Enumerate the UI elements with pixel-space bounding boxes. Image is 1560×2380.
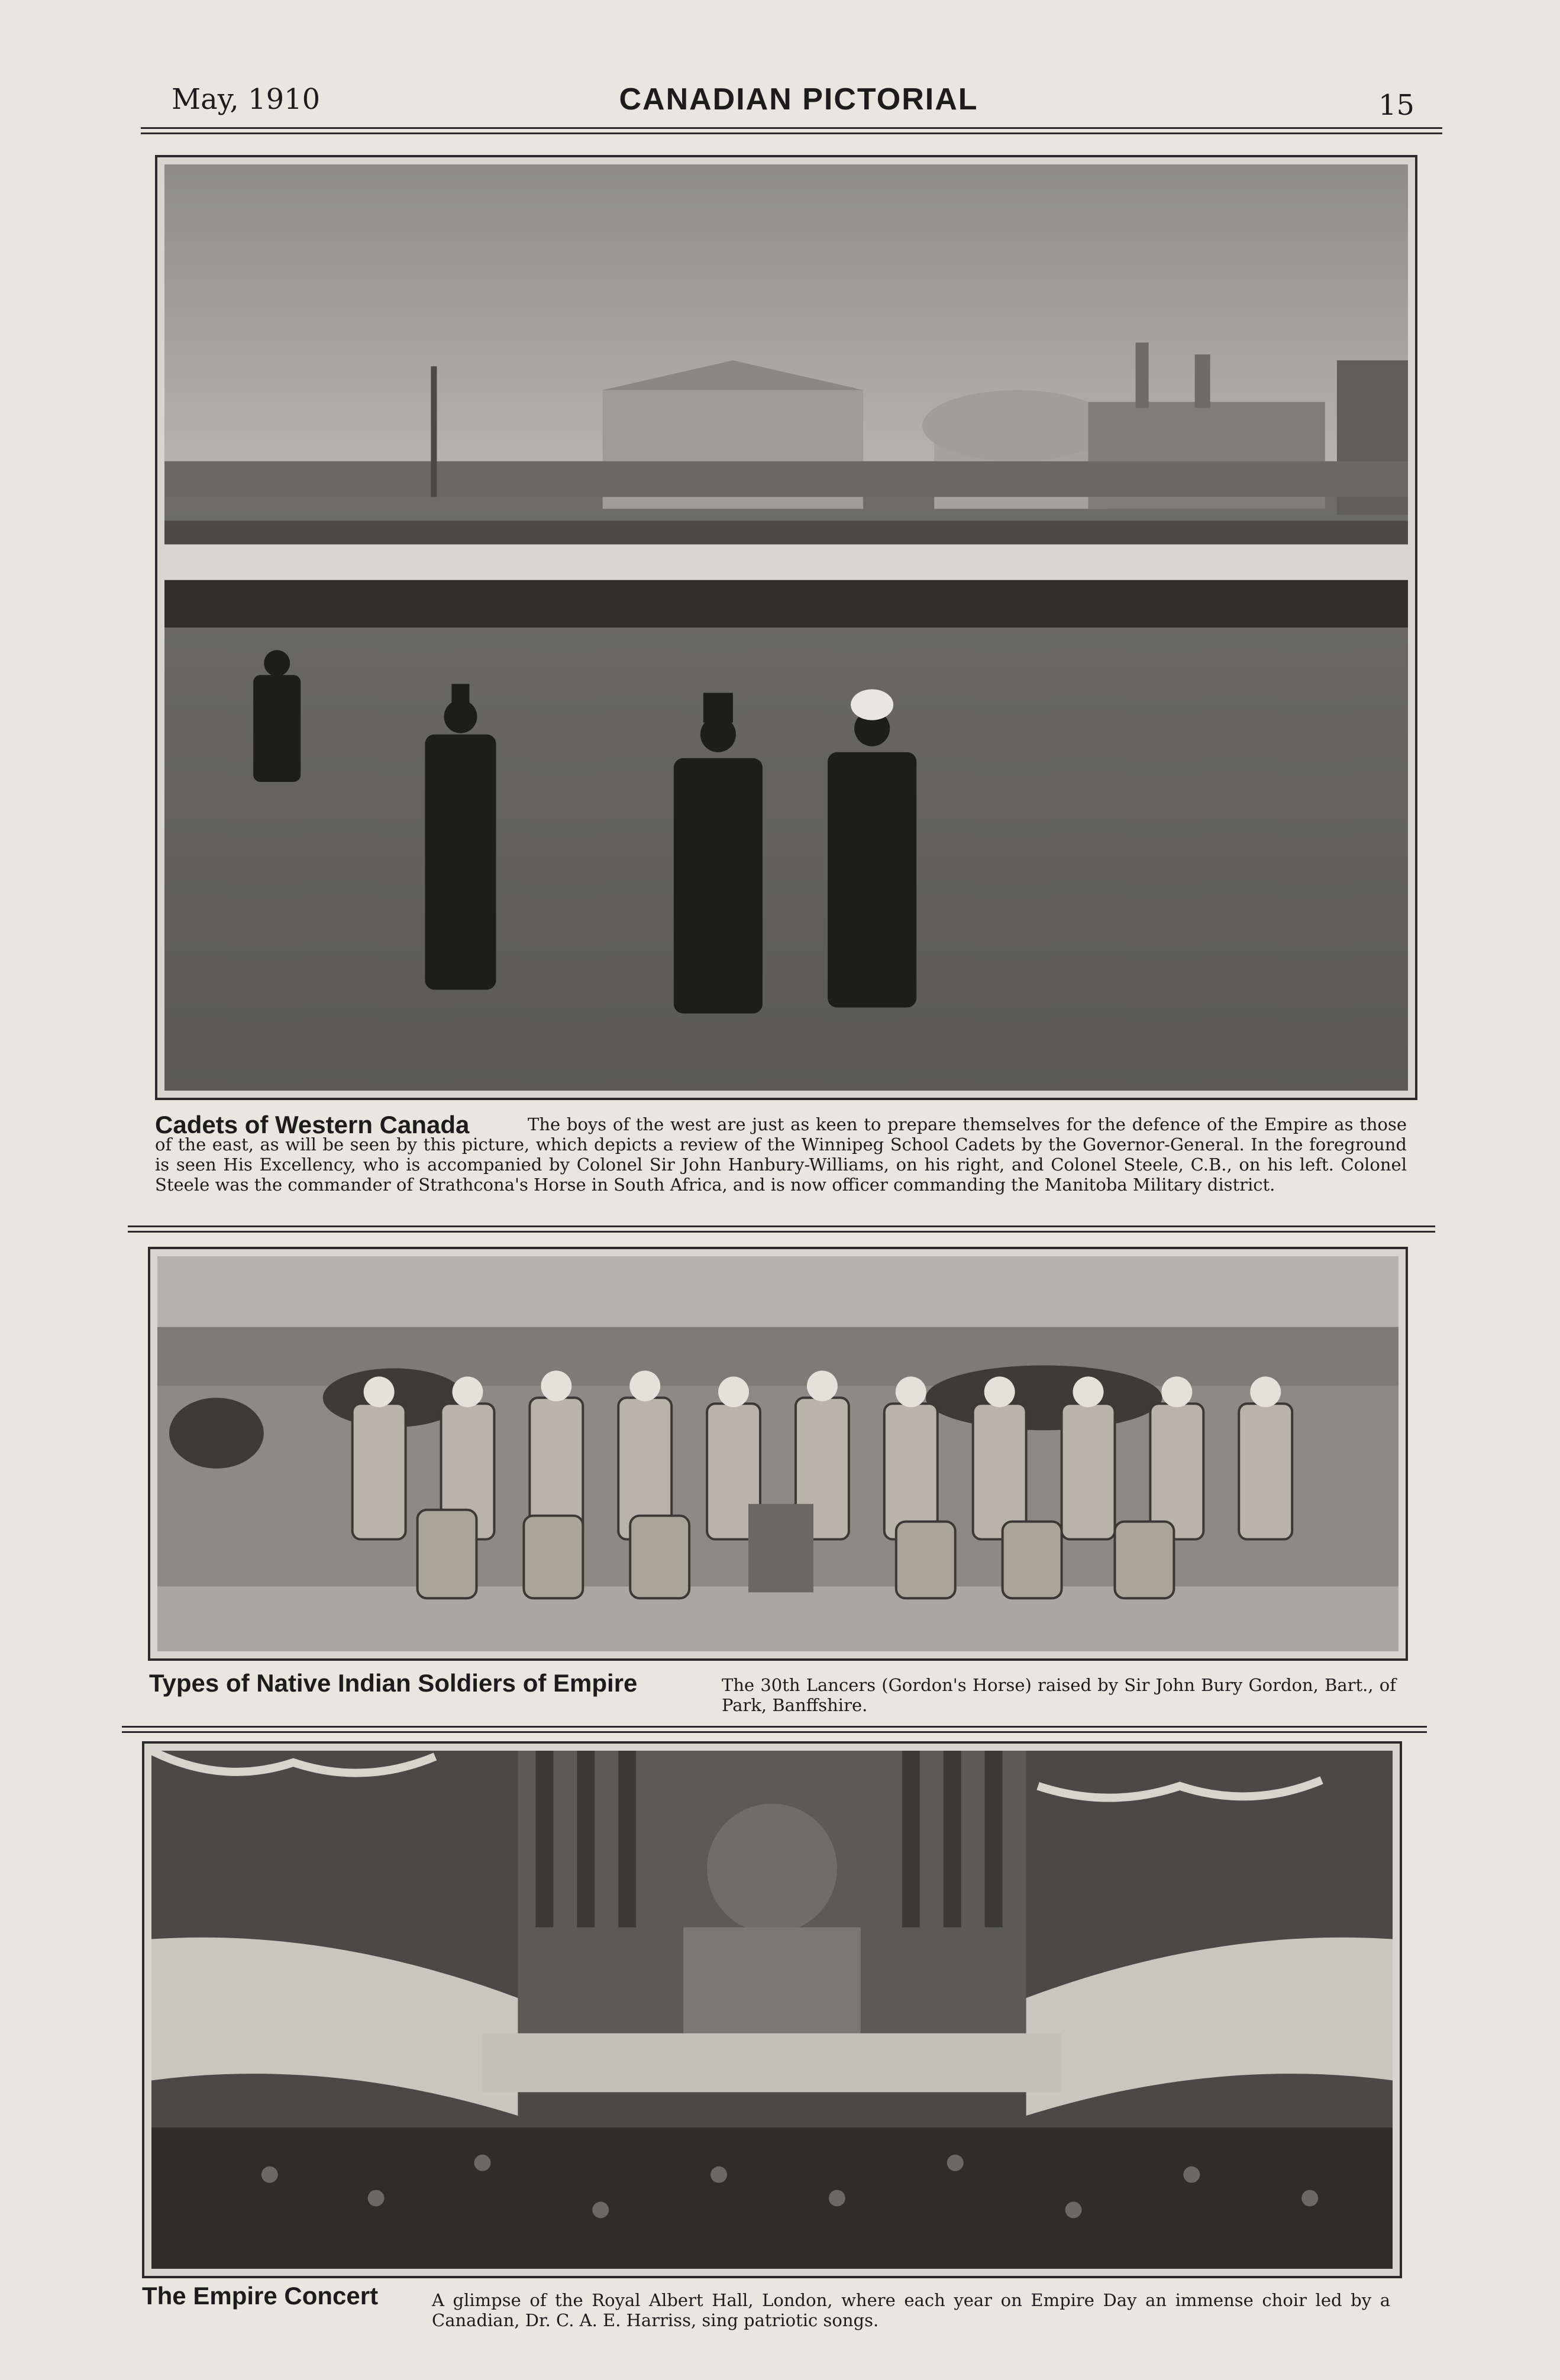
caption-body-empire-concert: A glimpse of the Royal Albert Hall, London, where each year on Empire Day an immense choir led by a Canadian, Dr. C. A. E. Harriss, sing patriotic songs. <box>432 2290 1390 2330</box>
caption-body-indian-soldiers: The 30th Lancers (Gordon's Horse) raised by Sir John Bury Gordon, Bart., of Park, Banffshire. <box>722 1675 1396 1715</box>
photo-cadets <box>155 155 1417 1100</box>
issue-date: May, 1910 <box>172 83 321 116</box>
publication-title: CANADIAN PICTORIAL <box>619 82 978 117</box>
header-rule <box>141 127 1442 134</box>
page-number: 15 <box>1378 89 1415 122</box>
caption-body-cadets: The boys of the west are just as keen to prepare themselves for the defence of the Empire as those of the east, as will be seen by this picture, which depicts a review of the Winnipeg School Cadets by the Governor-General. In the foreground is seen His Excellency, who is accompanied by Colonel Sir John Hanbury-Williams, on his right, and Colonel Steele, C.B., on his left. Colonel Steele was the commander of Strathcona's Horse in South Africa, and is now officer commanding the Manitoba Military district. <box>155 1114 1407 1195</box>
photo-empire-concert-image <box>151 1751 1393 2269</box>
photo-indian-soldiers-image <box>157 1256 1398 1651</box>
photo-empire-concert <box>142 1741 1402 2278</box>
caption-title-indian-soldiers: Types of Native Indian Soldiers of Empire <box>149 1669 638 1697</box>
caption-title-cadets: Cadets of Western Canada <box>155 1111 470 1139</box>
photo-cadets-image <box>164 164 1408 1091</box>
section-rule-2 <box>122 1726 1427 1733</box>
caption-title-empire-concert: The Empire Concert <box>142 2282 379 2310</box>
photo-indian-soldiers <box>148 1247 1408 1661</box>
section-rule-1 <box>128 1225 1435 1233</box>
